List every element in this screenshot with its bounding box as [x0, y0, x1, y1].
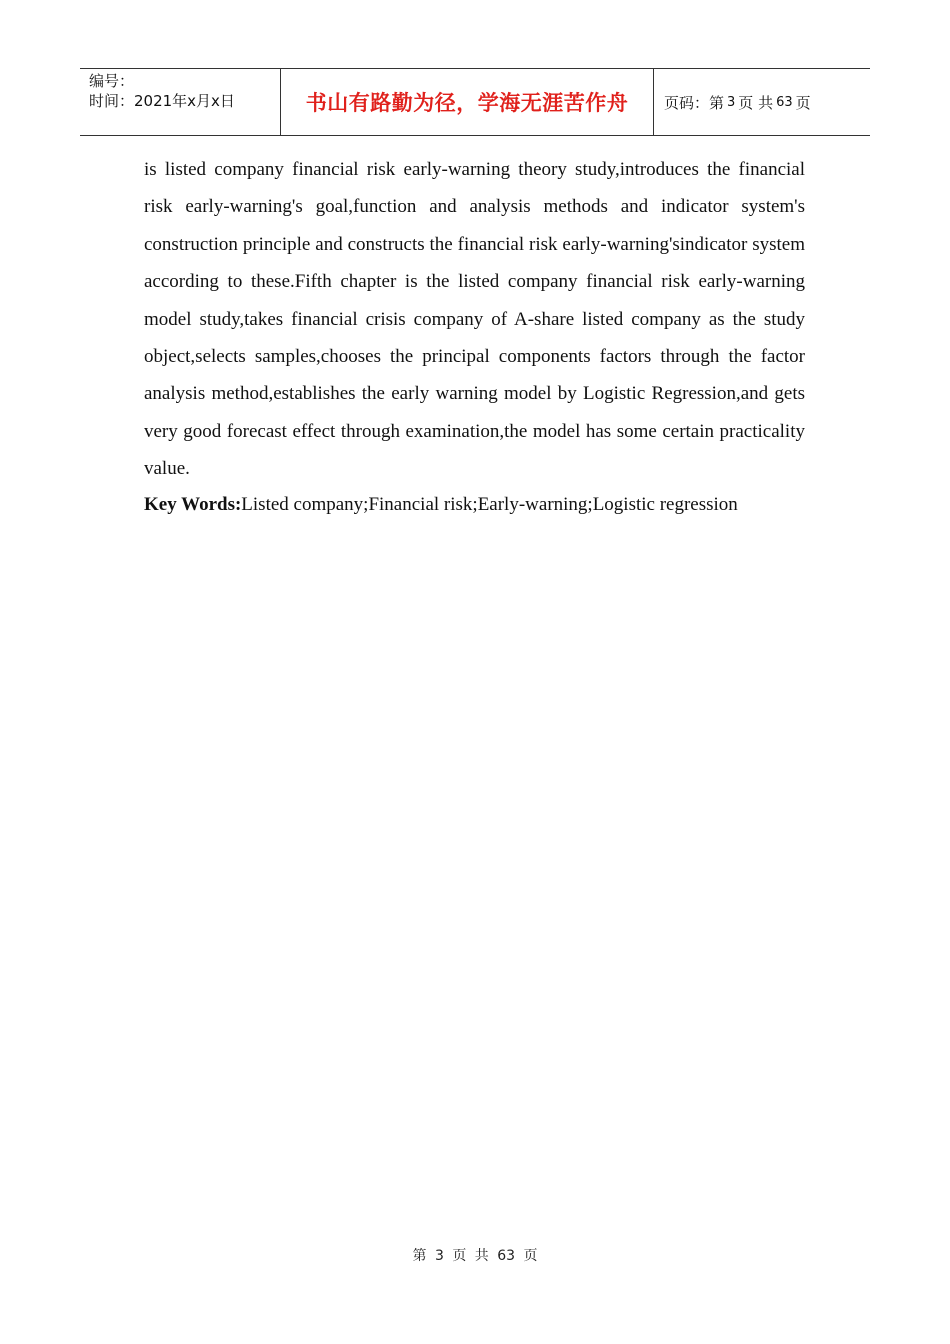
footer-word-2: 页: [452, 1248, 467, 1264]
keywords-line: [144, 491, 805, 519]
keywords-label: Key Words:: [144, 494, 242, 515]
footer-current-page: 3: [434, 1248, 444, 1264]
footer-word-1: 第: [412, 1248, 427, 1264]
page-current: 3: [727, 94, 736, 110]
date-label: 时间：2021年x月x日: [89, 92, 235, 110]
serial-number-label: 编号：: [89, 72, 135, 90]
footer-total-pages: 63: [497, 1248, 516, 1264]
page-total: 63: [776, 94, 793, 110]
header-page-cell: [654, 69, 870, 135]
abstract-paragraph: is listed company financial risk early-warning theory study,introduces the financial risk early-warning's goal,function and analysis methods and indicator system's construction principle and constructs the financial risk early-warning'sindicator system according to these.Fifth chapter is the listed company financial risk early-warning model study,takes financial crisis company of A-share listed company as the study object,selects samples,chooses the principal components factors through the factor analysis method,establishes the early warning model by Logistic Regression,and gets very good forecast effect through examination,the model has some certain practicality value.: [144, 159, 805, 480]
footer-word-3: 共: [474, 1248, 489, 1264]
page-prefix: 页码：第: [664, 93, 725, 112]
page-mid: 页 共: [738, 93, 774, 112]
footer-word-4: 页: [523, 1248, 538, 1264]
page-footer: [0, 1245, 950, 1265]
header-meta-cell: [80, 69, 281, 135]
motto-text: 书山有路勤为径，学海无涯苦作舟: [305, 91, 629, 115]
header-motto-cell: [281, 69, 654, 135]
page-header: [80, 68, 870, 136]
keywords-text: Listed company;Financial risk;Early-warning;Logistic regression: [241, 494, 738, 515]
page-suffix: 页: [795, 93, 811, 112]
